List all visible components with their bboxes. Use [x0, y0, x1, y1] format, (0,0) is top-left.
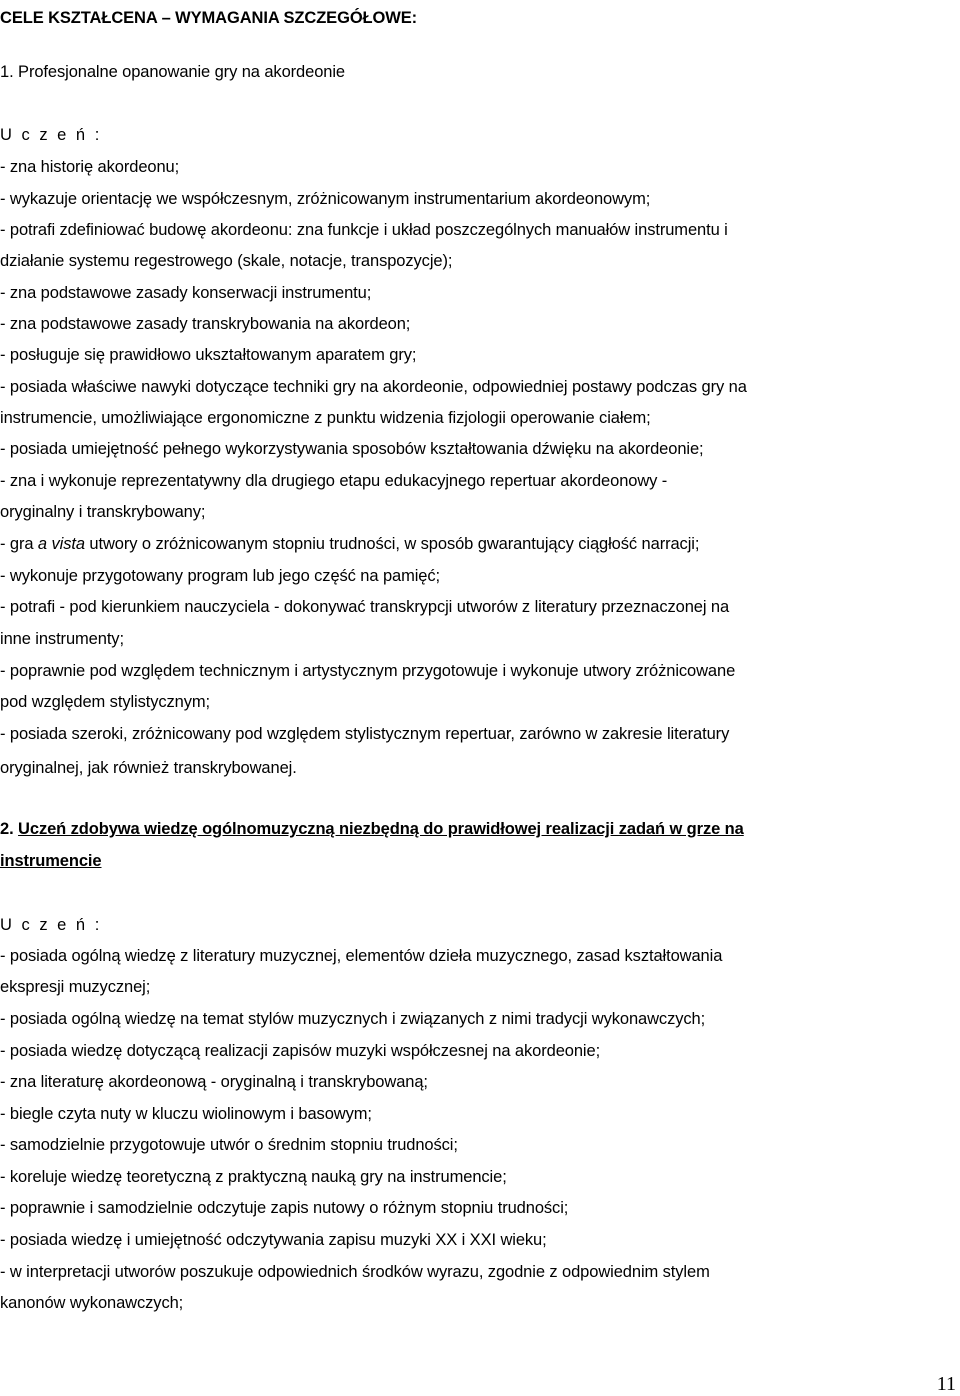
- list-item: - posiada wiedzę dotyczącą realizacji zapisów muzyki współczesnej na akordeonie;: [0, 1042, 601, 1060]
- list-item: - biegle czyta nuty w kluczu wiolinowym i basowym;: [0, 1105, 372, 1123]
- list-item: - zna historię akordeonu;: [0, 158, 180, 176]
- section-2-title: 2. Uczeń zdobywa wiedzę ogólnomuzyczną niezbędną do prawidłowej realizacji zadań w grze na: [0, 820, 744, 838]
- list-item: ekspresji muzycznej;: [0, 978, 151, 996]
- list-item: inne instrumenty;: [0, 630, 124, 648]
- list-item: - posiada wiedzę i umiejętność odczytywania zapisu muzyki XX i XXI wieku;: [0, 1231, 547, 1249]
- list-item: - posiada umiejętność pełnego wykorzystywania sposobów kształtowania dźwięku na akordeonie;: [0, 440, 704, 458]
- list-item: - posiada szeroki, zróżnicowany pod względem stylistycznym repertuar, zarówno w zakresie literatury: [0, 725, 730, 743]
- page-number: 11: [936, 1373, 956, 1395]
- list-item: - zna podstawowe zasady transkrybowania na akordeon;: [0, 315, 411, 333]
- list-item: - wykonuje przygotowany program lub jego część na pamięć;: [0, 567, 441, 585]
- list-item: - zna literaturę akordeonową - oryginalną i transkrybowaną;: [0, 1073, 428, 1091]
- list-item: - w interpretacji utworów poszukuje odpowiednich środków wyrazu, zgodnie z odpowiednim stylem: [0, 1263, 710, 1281]
- list-item: - posiada ogólną wiedzę na temat stylów muzycznych i związanych z nimi tradycji wykonawczych;: [0, 1010, 706, 1028]
- list-item: - wykazuje orientację we współczesnym, zróżnicowanym instrumentarium akordeonowym;: [0, 190, 651, 208]
- list-item: oryginalny i transkrybowany;: [0, 503, 206, 521]
- list-item-a-vista: [0, 532, 960, 556]
- list-item: - zna i wykonuje reprezentatywny dla drugiego etapu edukacyjnego repertuar akordeonowy -: [0, 472, 668, 490]
- student-label: U c z e ń :: [0, 126, 102, 144]
- list-item: - poprawnie pod względem technicznym i artystycznym przygotowuje i wykonuje utwory zróżnicowane: [0, 662, 736, 680]
- list-item: oryginalnej, jak również transkrybowanej.: [0, 759, 297, 777]
- a-vista-prefix: - gra: [0, 535, 38, 553]
- list-item: - potrafi - pod kierunkiem nauczyciela - dokonywać transkrypcji utworów z literatury przeznaczonej na: [0, 598, 730, 616]
- list-item: - samodzielnie przygotowuje utwór o średnim stopniu trudności;: [0, 1136, 458, 1154]
- section-2-title-continued: instrumencie: [0, 852, 102, 870]
- section-1-title: 1. Profesjonalne opanowanie gry na akordeonie: [0, 63, 345, 81]
- student-label: U c z e ń :: [0, 916, 102, 934]
- list-item: - potrafi zdefiniować budowę akordeonu: zna funkcje i układ poszczególnych manuałów instrumentu i: [0, 221, 728, 239]
- a-vista-suffix: utwory o zróżnicowanym stopniu trudności, w sposób gwarantujący ciągłość narracji;: [84, 535, 700, 553]
- list-item: - poprawnie i samodzielnie odczytuje zapis nutowy o różnym stopniu trudności;: [0, 1199, 569, 1217]
- list-item: - posiada ogólną wiedzę z literatury muzycznej, elementów dzieła muzycznego, zasad kształtowania: [0, 947, 723, 965]
- list-item: kanonów wykonawczych;: [0, 1294, 184, 1312]
- list-item: - posługuje się prawidłowo ukształtowanym aparatem gry;: [0, 346, 417, 364]
- list-item: instrumencie, umożliwiające ergonomiczne z punktu widzenia fizjologii operowanie ciałem;: [0, 409, 651, 427]
- list-item: - koreluje wiedzę teoretyczną z praktyczną nauką gry na instrumencie;: [0, 1168, 507, 1186]
- a-vista-term: a vista: [37, 535, 85, 553]
- list-item: - posiada właściwe nawyki dotyczące techniki gry na akordeonie, odpowiedniej postawy podczas gry na: [0, 378, 747, 396]
- list-item: - zna podstawowe zasady konserwacji instrumentu;: [0, 284, 372, 302]
- list-item: pod względem stylistycznym;: [0, 693, 211, 711]
- list-item: działanie systemu regestrowego (skale, notacje, transpozycje);: [0, 252, 453, 270]
- document-heading: CELE KSZTAŁCENA – WYMAGANIA SZCZEGÓŁOWE:: [0, 9, 418, 27]
